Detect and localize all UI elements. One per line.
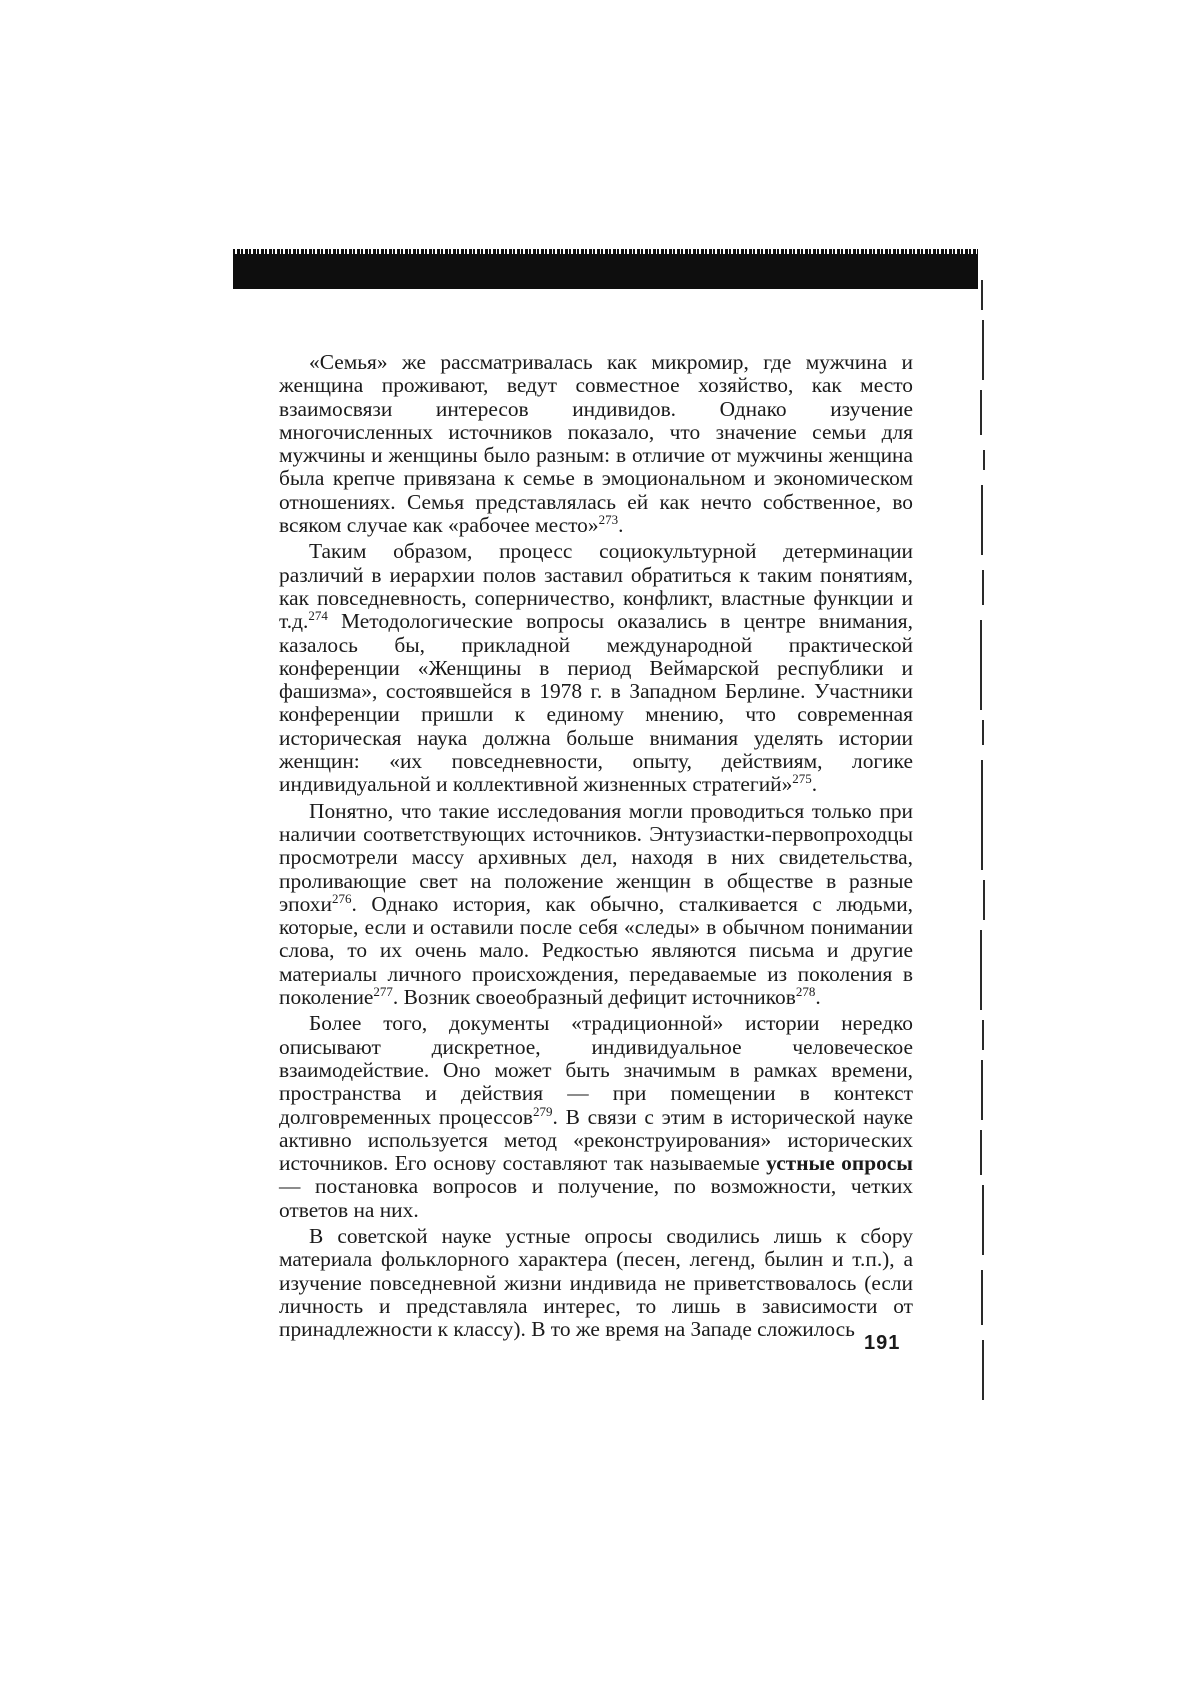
body-text [279,351,913,1344]
scan-mark [982,570,984,605]
text-run: Таким образом, процесс социокультурной детерминации различий в иерархии полов заставил обратиться к таким понятиям, как повседневность, соперничество, конфликт, властные функции и т.д. [279,539,913,634]
scan-mark [981,1270,983,1325]
paragraph [279,540,913,796]
scan-mark [981,760,983,870]
paragraph [279,351,913,537]
scan-mark [980,930,982,1010]
text-run: «Семья» же рассматривалась как микромир, где мужчина и женщина проживают, ведут совместное хозяйство, как место взаимосвязи интересов индивидов. Однако изучение многочисленных источников показало, что значение семьи для мужчины и женщины было разным: в отличие от мужчины женщина была крепче привязана к семье в эмоциональном и экономическом отношениях. Семья представлялась ей как нечто собственное, во всяком случае как «рабочее место» [279,350,913,538]
scan-mark [982,1020,984,1050]
text-run: . В связи с этим в исторической науке активно используется метод «реконструирования» исторических источников. Его основу составляют так называемые [279,1104,913,1176]
text-run: . [811,772,818,797]
scan-mark [982,320,984,380]
footnote-ref: 278 [795,984,816,1000]
scan-mark [981,485,983,555]
text-run: . [815,985,821,1010]
page-number: 191 [864,1332,901,1354]
scan-mark [981,280,983,310]
footnote-ref: 277 [373,984,393,1000]
text-run: . [618,513,624,538]
scan-mark [980,620,982,710]
scan-mark [983,880,985,920]
text-run: . Однако история, как обычно, сталкивается с людьми, которые, если и оставили после себя «следы» в обычном понимании слова, то их очень мало. Редкостью являются письма и другие материалы личного происхождения, передаваемые из поколения в поколение [279,891,913,1010]
text-run: . Возник своеобразный дефицит источников [392,985,796,1010]
paragraph [279,1225,913,1341]
text-run: Понятно, что такие исследования могли проводиться только при наличии соответствующих источников. Энтузиастки-первопроходцы просмотрели массу архивных дел, находя в них свидетельства, проливающие свет на положение женщин в обществе в разные эпохи [279,798,913,916]
scan-edge-artifact [979,280,1003,1400]
paragraph [279,800,913,1010]
text-run: В советской науке устные опросы сводились лишь к сбору материала фольклорного характера (песен, легенд, былин и т.п.), а изучение повседневной жизни индивида не приветствовалось (если личность и представляла интерес, то лишь в зависимости от принадлежности к классу). В то же время на Западе сложилось [279,1223,913,1342]
footnote-ref: 275 [792,771,812,787]
scan-mark [981,1060,983,1120]
scan-mark [980,390,982,435]
footnote-ref: 279 [533,1103,553,1119]
header-rule [233,253,978,289]
scan-mark [983,450,985,470]
emphasis-term: устные опросы [766,1151,913,1176]
footnote-ref: 274 [308,608,328,624]
scan-mark [982,1340,984,1400]
text-run: Методологические вопросы оказались в центре внимания, казалось бы, прикладной международной практической конференции «Женщины в период Веймарской республики и фашизма», состоявшейся в 1978 г. в Западном Берлине. Участники конференции пришли к единому мнению, что современная историческая наука должна больше внимания уделять истории женщин: «их повседневности, опыту, действиям, логике индивидуальной и коллективной жизненных стратегий» [279,609,913,797]
paragraph [279,1012,913,1222]
text-run: — постановка вопросов и получение, по возможности, четких ответов на них. [279,1174,913,1222]
scan-mark [980,1130,982,1175]
scan-mark [982,1185,984,1255]
text-run: Более того, документы «традиционной» истории нередко описывают дискретное, индивидуальное человеческое взаимодействие. Оно может быть значимым в рамках времени, пространства и действия — при помещении в контекст долговременных процессов [279,1011,913,1129]
footnote-ref: 276 [331,890,352,906]
scan-mark [982,720,984,745]
footnote-ref: 273 [598,512,619,528]
